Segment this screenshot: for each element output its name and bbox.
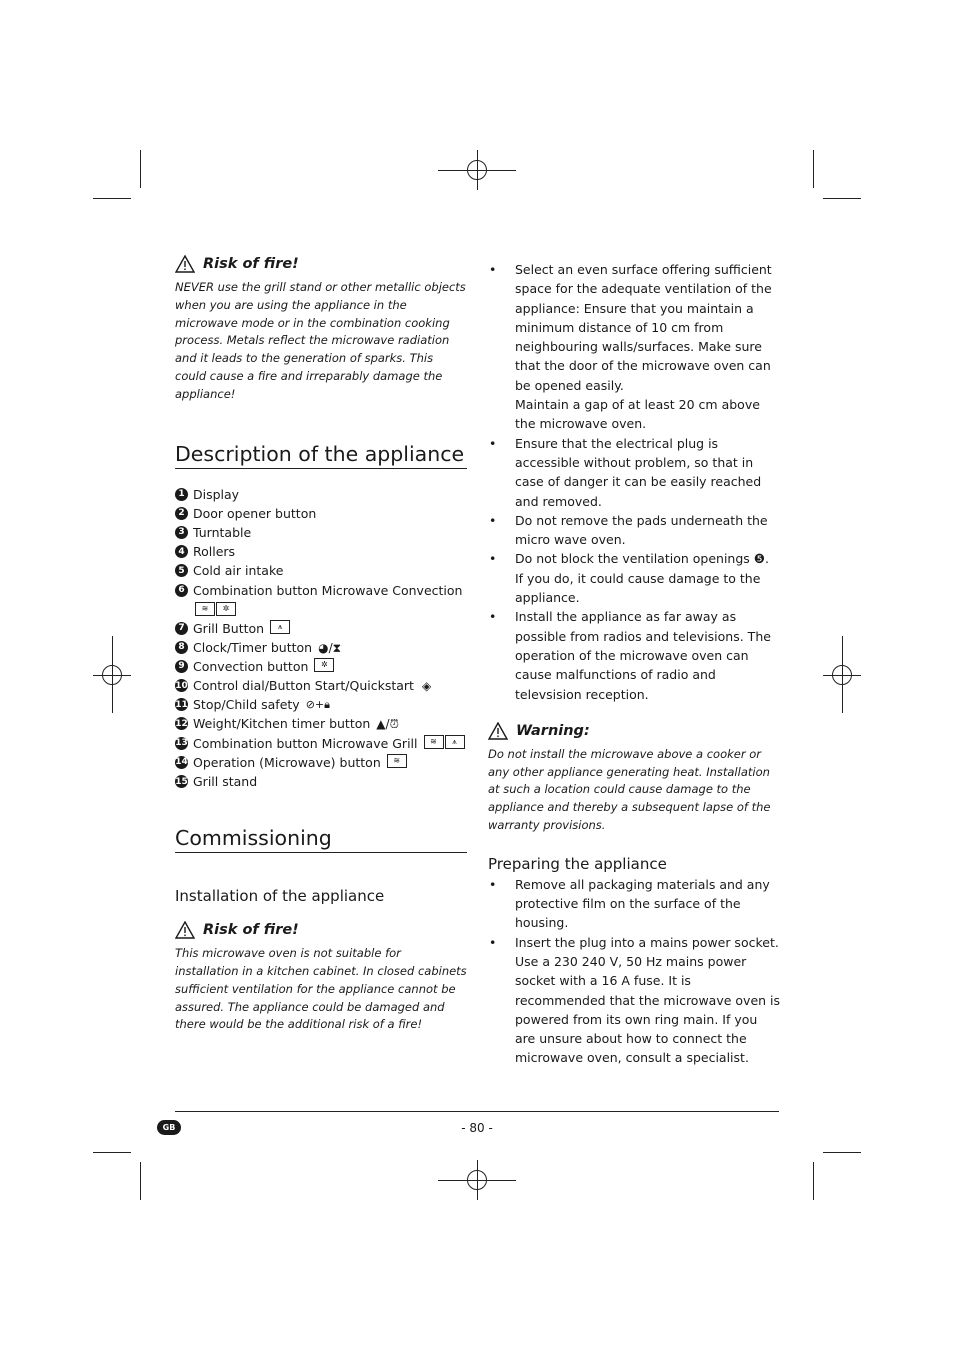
page-number: - 80 -	[461, 1121, 493, 1135]
microwave-icon: ≋	[195, 602, 215, 616]
convection-icon: ✲	[314, 658, 334, 672]
risk-of-fire-text: This microwave oven is not suitable for installation in a kitchen cabinet. In closed cabinets sufficient ventilation for the appliance cannot be assured. The appliance could be damaged and there would be the additional risk of a fire!	[175, 946, 467, 1032]
list-item: 10 Control dial/Button Start/Quickstart ◈	[175, 678, 432, 694]
list-item: 12 Weight/Kitchen timer button ▲/⏰︎	[175, 716, 399, 732]
parts-list	[175, 486, 467, 793]
subsection-title-installation: Installation of the appliance	[175, 887, 385, 906]
installation-bullets	[488, 260, 780, 704]
microwave-icon: ≋	[424, 735, 444, 749]
warning-heading: Warning:	[488, 722, 780, 740]
section-title-commissioning: Commissioning	[175, 826, 467, 853]
grill-icon: ⩚	[270, 620, 290, 634]
list-item: 6 Combination button Microwave Convection ≋ ✲	[175, 582, 467, 620]
list-item: • Select an even surface offering sufficient space for the adequate ventilation of the appliance: Ensure that you maintain a minimum distance of 10 cm from neighbouring walls/surfaces. Make sure that the door of the microwave oven can be opened easily. Maintain a gap of at least 20 cm above the microwave oven.	[488, 260, 780, 434]
list-item: 5 Cold air intake	[175, 562, 467, 581]
warning-triangle-icon	[488, 722, 508, 740]
list-item: • Do not remove the pads underneath the micro wave oven.	[488, 511, 780, 550]
subsection-title-preparing: Preparing the appliance	[488, 854, 667, 873]
list-item: 8 Clock/Timer button ◕/⧗	[175, 639, 467, 658]
footer-rule	[175, 1111, 779, 1112]
clock-timer-icon: ◕/⧗	[318, 640, 342, 655]
risk-of-fire-heading: Risk of fire!	[175, 255, 467, 273]
list-item: 7 Grill Button ⩚	[175, 620, 467, 639]
convection-icon: ✲	[216, 602, 236, 616]
list-item: 4 Rollers	[175, 543, 467, 562]
right-column	[488, 255, 780, 1068]
risk-of-fire-heading: Risk of fire!	[175, 921, 467, 939]
list-item: • Remove all packaging materials and any protective film on the surface of the housing.	[488, 875, 780, 933]
language-badge: GB	[157, 1120, 181, 1135]
left-column	[175, 255, 467, 1034]
grill-icon: ⩚	[445, 735, 465, 749]
weight-timer-icon: ▲/⏰︎	[376, 717, 399, 732]
list-item: • Install the appliance as far away as possible from radios and televisions. The operation of the microwave oven can cause malfunctions of radio and televsision reception.	[488, 607, 780, 703]
risk-of-fire-text: NEVER use the grill stand or other metallic objects when you are using the appliance in the microwave mode or in the combination cooking process. Metals reflect the microwave radiation and it leads to the generation of sparks. This could cause a fire and irreparably damage the appliance!	[175, 280, 466, 401]
stop-lock-icon: ⊘+🔒︎	[305, 698, 330, 712]
preparing-bullets	[488, 875, 780, 1068]
warning-triangle-icon	[175, 921, 195, 939]
list-item: 13 Combination button Microwave Grill ≋ ⩚	[175, 735, 467, 754]
list-item: • Insert the plug into a mains power socket. Use a 230 240 V, 50 Hz mains power socket with a 16 A fuse. It is recommended that the microwave oven is powered from its own ring main. If you are unsure about how to connect the microwave oven, consult a specialist.	[488, 933, 780, 1068]
list-item: • Ensure that the electrical plug is accessible without problem, so that in case of danger it can be easily reached and removed.	[488, 434, 780, 511]
list-item: 2 Door opener button	[175, 505, 467, 524]
list-item: • Do not block the ventilation openings ❺. If you do, it could cause damage to the appliance.	[488, 549, 780, 607]
list-item: 1 Display	[175, 486, 467, 505]
warning-text: Do not install the microwave above a cooker or any other appliance generating heat. Installation at such a location could cause damage to the appliance and thereby a subsequent lapse of the warranty provisions.	[488, 746, 771, 833]
list-item: 3 Turntable	[175, 524, 467, 543]
list-item: 11 Stop/Child safety ⊘+🔒︎	[175, 697, 330, 713]
list-item: 14 Operation (Microwave) button ≋	[175, 754, 467, 773]
start-dial-icon: ◈	[421, 679, 432, 694]
list-item: 9 Convection button ✲	[175, 658, 467, 677]
microwave-icon: ≋	[387, 754, 407, 768]
section-title-description: Description of the appliance	[175, 442, 467, 469]
list-item: 15 Grill stand	[175, 774, 258, 790]
warning-triangle-icon	[175, 255, 195, 273]
